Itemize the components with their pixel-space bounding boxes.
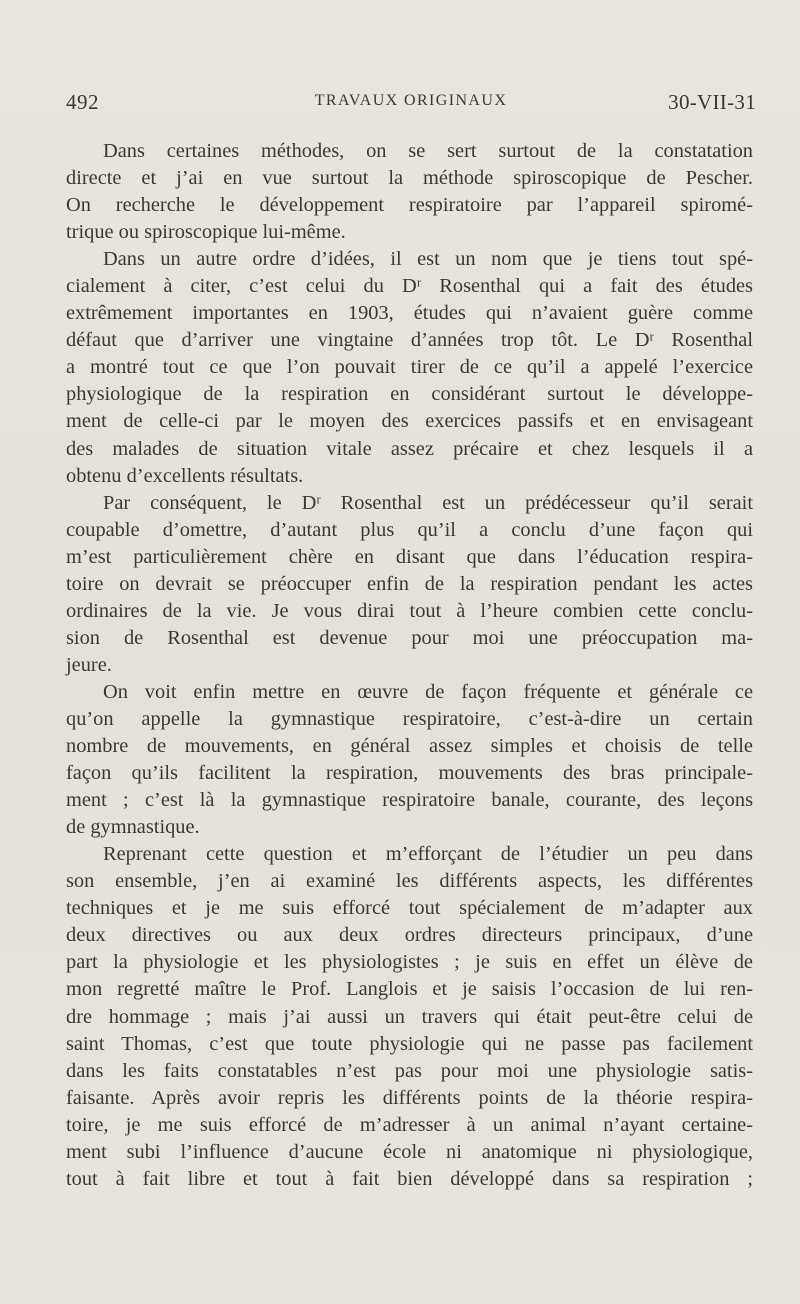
text-line: ordinaires de la vie. Je vous dirai tout à l’heure combien cette conclu- [66, 599, 753, 622]
text-line: Dans un autre ordre d’idées, il est un nom que je tiens tout spé- [103, 248, 753, 271]
text-line: nombre de mouvements, en général assez simples et choisis de telle [66, 735, 753, 758]
text-line: coupable d’omettre, d’autant plus qu’il a conclu d’une façon qui [66, 518, 753, 541]
text-line: jeure. [66, 653, 112, 676]
running-title: TRAVAUX ORIGINAUX [314, 92, 508, 109]
text-line: défaut que d’arriver une vingtaine d’années trop tôt. Le Dʳ Rosenthal [66, 329, 753, 352]
text-line: cialement à citer, c’est celui du Dʳ Rosenthal qui a fait des études [66, 275, 753, 298]
text-line: son ensemble, j’en ai examiné les différents aspects, les différentes [66, 870, 753, 893]
text-line: techniques et je me suis efforcé tout spécialement de m’adapter aux [66, 897, 753, 920]
text-line: Dans certaines méthodes, on se sert surtout de la constatation [103, 140, 753, 162]
text-line: a montré tout ce que l’on pouvait tirer de ce qu’il a appelé l’exercice [66, 356, 753, 379]
page-number: 492 [66, 90, 99, 114]
text-line: physiologique de la respiration en considérant surtout le développe- [66, 383, 753, 406]
header-date: 30-VII-31 [668, 90, 756, 114]
text-line: ment ; c’est là la gymnastique respiratoire banale, courante, des leçons [66, 789, 753, 812]
text-line: deux directives ou aux deux ordres directeurs principaux, d’une [66, 924, 753, 947]
text-line: trique ou spiroscopique lui-même. [66, 221, 346, 244]
text-line: faisante. Après avoir repris les différents points de la théorie respira- [66, 1086, 753, 1109]
text-line: extrêmement importantes en 1903, études qui n’avaient guère comme [66, 302, 753, 325]
text-line: m’est particulièrement chère en disant que dans l’éducation respira- [66, 545, 753, 568]
text-line: tout à fait libre et tout à fait bien développé dans sa respiration ; [66, 1167, 753, 1190]
text-line: façon qu’ils facilitent la respiration, mouvements des bras principale- [66, 762, 753, 785]
text-line: saint Thomas, c’est que toute physiologie qui ne passe pas facilement [66, 1032, 753, 1055]
text-line: obtenu d’excellents résultats. [66, 464, 304, 487]
text-line: Reprenant cette question et m’efforçant de l’étudier un peu dans [103, 843, 753, 866]
text-line: part la physiologie et les physiologistes ; je suis en effet un élève de [66, 951, 753, 974]
text-line: toire, je me suis efforcé de m’adresser à un animal n’ayant certaine- [66, 1113, 753, 1136]
text-line: dans les faits constatables n’est pas pour moi une physiologie satis- [66, 1059, 753, 1082]
text-line: des malades de situation vitale assez précaire et chez lesquels il a [66, 437, 753, 460]
running-header [66, 90, 756, 120]
text-line: ment de celle-ci par le moyen des exercices passifs et en envisageant [66, 410, 753, 433]
text-line: toire on devrait se préoccuper enfin de la respiration pendant les actes [66, 572, 753, 595]
text-line: ment subi l’influence d’aucune école ni anatomique ni physiologique, [66, 1140, 753, 1163]
text-line: sion de Rosenthal est devenue pour moi une préoccupation ma- [66, 626, 753, 649]
text-line: de gymnastique. [66, 816, 200, 839]
text-line: On voit enfin mettre en œuvre de façon fréquente et générale ce [103, 680, 753, 703]
text-line: directe et j’ai en vue surtout la méthode spiroscopique de Pescher. [66, 167, 753, 190]
text-line: mon regretté maître le Prof. Langlois et je saisis l’occasion de lui ren- [66, 978, 753, 1001]
text-line: qu’on appelle la gymnastique respiratoire, c’est-à-dire un certain [66, 707, 753, 730]
text-line: On recherche le développement respiratoire par l’appareil spiromé- [66, 194, 753, 217]
body-text [66, 138, 753, 1193]
text-line: dre hommage ; mais j’ai aussi un travers qui était peut-être celui de [66, 1005, 753, 1028]
text-line: Par conséquent, le Dʳ Rosenthal est un prédécesseur qu’il serait [103, 491, 753, 514]
